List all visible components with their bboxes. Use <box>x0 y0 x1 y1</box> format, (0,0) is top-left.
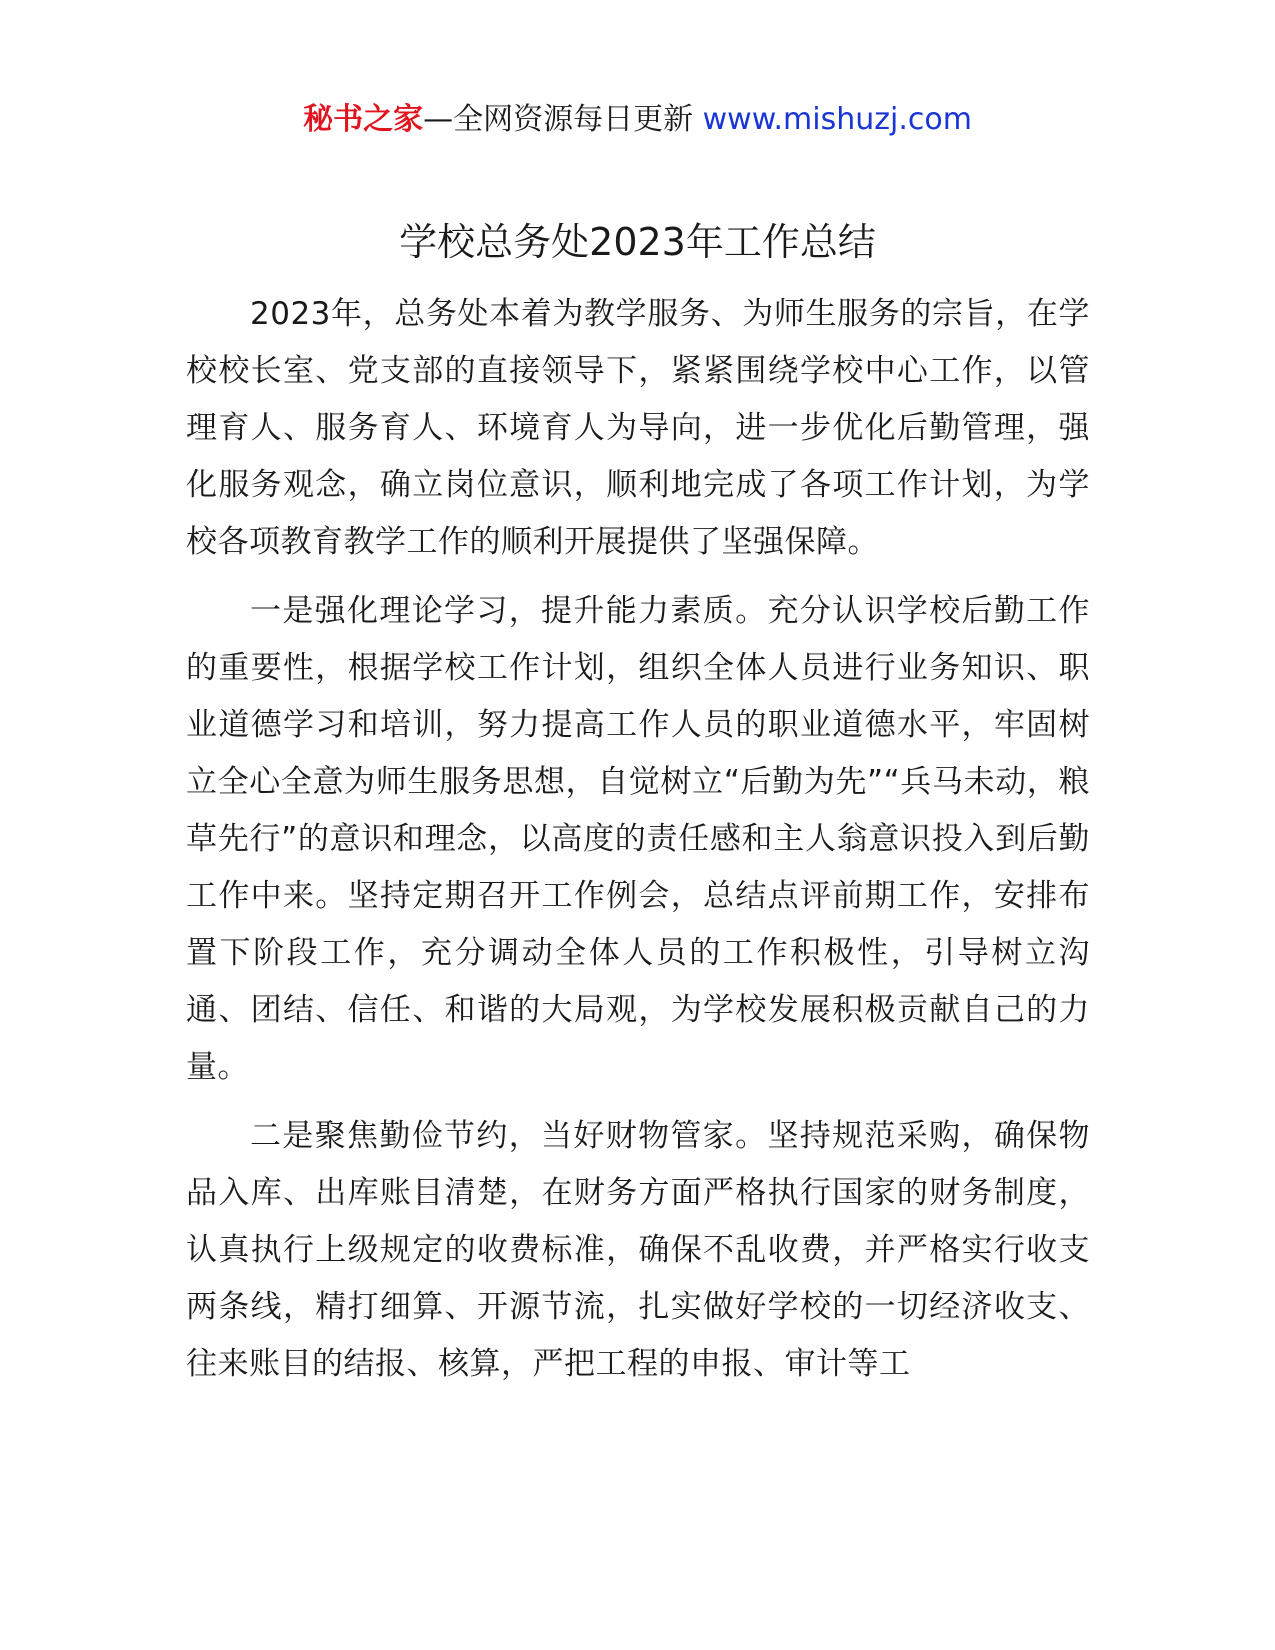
website-link[interactable]: www.mishuzj.com <box>702 102 972 137</box>
paragraph-thrift: 二是聚焦勤俭节约，当好财物管家。坚持规范采购，确保物品入库、出库账目清楚，在财务方面严格执行国家的财务制度，认真执行上级规定的收费标准，确保不乱收费，并严格实行收支两条线，精打细算、开源节流，扎实做好学校的一切经济收支、往来账目的结报、核算，严把工程的申报、审计等工 <box>186 1118 1090 1382</box>
brand-name: 秘书之家 <box>303 102 424 137</box>
paragraph-intro: 2023年，总务处本着为教学服务、为师生服务的宗旨，在学校校长室、党支部的直接领导下，紧紧围绕学校中心工作，以管理育人、服务育人、环境育人为导向，进一步优化后勤管理，强化服务观念，确立岗位意识，顺利地完成了各项工作计划，为学校各项教育教学工作的顺利开展提供了坚强保障。 <box>186 296 1090 560</box>
document-body <box>186 286 1090 1405</box>
header-tagline: —全网资源每日更新 <box>423 102 694 137</box>
document-title: 学校总务处2023年工作总结 <box>399 220 876 264</box>
paragraph-theory-study: 一是强化理论学习，提升能力素质。充分认识学校后勤工作的重要性，根据学校工作计划，组织全体人员进行业务知识、职业道德学习和培训，努力提高工作人员的职业道德水平，牢固树立全心全意为师生服务思想，自觉树立“后勤为先”“兵马未动，粮草先行”的意识和理念，以高度的责任感和主人翁意识投入到后勤工作中来。坚持定期召开工作例会，总结点评前期工作，安排布置下阶段工作，充分调动全体人员的工作积极性，引导树立沟通、团结、信任、和谐的大局观，为学校发展积极贡献自己的力量。 <box>186 593 1090 1085</box>
header-banner <box>0 100 1275 140</box>
